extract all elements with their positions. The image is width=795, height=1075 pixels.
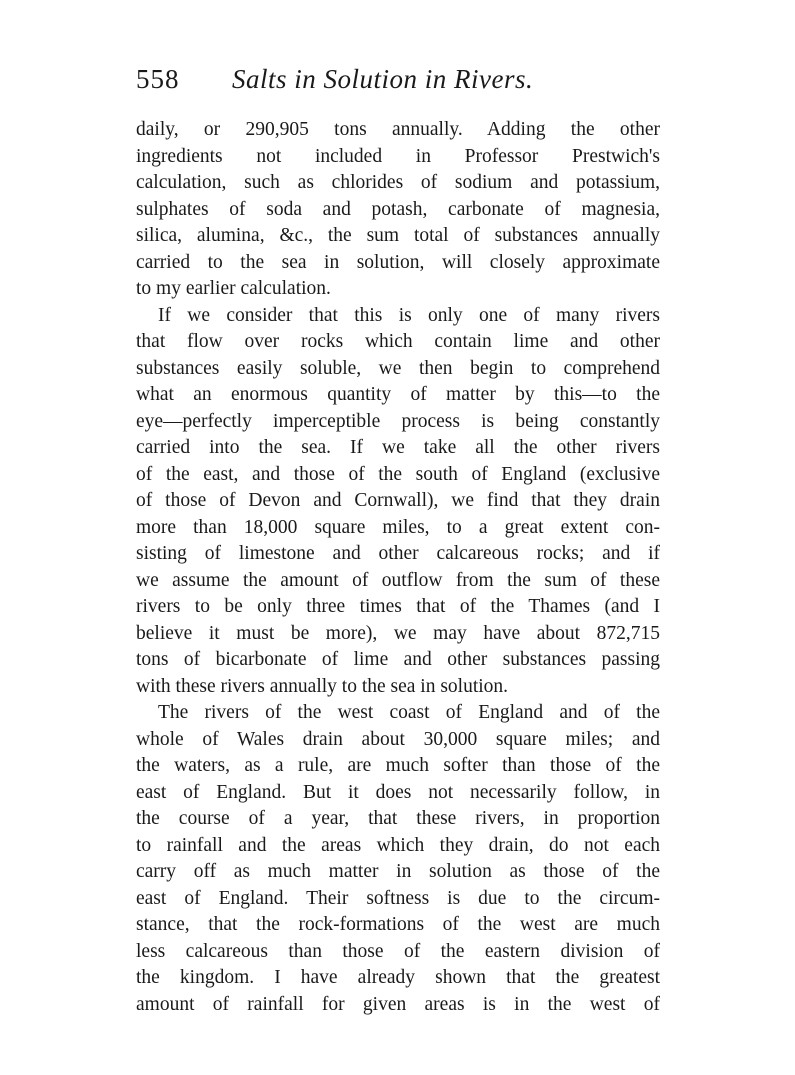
text-line: rivers to be only three times that of the Thames (and I	[136, 596, 660, 617]
text-line: believe it must be more), we may have about 872,715	[136, 622, 660, 644]
paragraph-start-line: If we consider that this is only one of many rivers	[158, 304, 660, 326]
text-line: tons of bicarbonate of lime and other substances passing	[136, 649, 660, 670]
text-line: daily, or 290,905 tons annually. Adding the other	[136, 119, 660, 140]
text-line: substances easily soluble, we then begin to comprehend	[136, 357, 660, 379]
text-line: east of England. Their softness is due to the circum-	[136, 887, 660, 909]
text-line: more than 18,000 square miles, to a great extent con-	[136, 516, 660, 538]
text-line: that flow over rocks which contain lime and other	[136, 331, 660, 352]
text-line: east of England. But it does not necessarily follow, in	[136, 781, 660, 803]
running-header	[136, 64, 656, 100]
body-text	[136, 117, 660, 1018]
text-line: we assume the amount of outflow from the sum of these	[136, 569, 660, 591]
running-title: Salts in Solution in Rivers.	[232, 64, 534, 94]
text-line: amount of rainfall for given areas is in the west of	[136, 993, 660, 1015]
text-line: what an enormous quantity of matter by this—to the	[136, 384, 660, 405]
text-line: carried into the sea. If we take all the other rivers	[136, 437, 660, 458]
text-line: the kingdom. I have already shown that the greatest	[136, 967, 660, 988]
text-line: stance, that the rock-formations of the west are much	[136, 914, 660, 935]
text-line: silica, alumina, &c., the sum total of substances annually	[136, 225, 660, 246]
text-line: the waters, as a rule, are much softer than those of the	[136, 755, 660, 776]
text-line: eye—perfectly imperceptible process is being constantly	[136, 410, 660, 432]
text-line: sulphates of soda and potash, carbonate of magnesia,	[136, 198, 660, 220]
text-line: less calcareous than those of the eastern division of	[136, 940, 660, 962]
text-line: of those of Devon and Cornwall), we find that they drain	[136, 490, 660, 511]
text-line: carried to the sea in solution, will closely approximate	[136, 251, 660, 273]
text-line: of the east, and those of the south of England (exclusive	[136, 463, 660, 485]
text-line: carry off as much matter in solution as those of the	[136, 861, 660, 882]
text-line: to rainfall and the areas which they drain, do not each	[136, 834, 660, 856]
text-line: with these rivers annually to the sea in solution.	[136, 675, 509, 697]
page-number: 558	[136, 64, 180, 94]
text-line: whole of Wales drain about 30,000 square miles; and	[136, 728, 660, 750]
text-line: calculation, such as chlorides of sodium and potassium,	[136, 172, 660, 193]
text-line: to my earlier calculation.	[136, 278, 331, 299]
paragraph-start-line: The rivers of the west coast of England and of the	[158, 702, 660, 723]
text-line: the course of a year, that these rivers, in proportion	[136, 808, 660, 829]
text-line: ingredients not included in Professor Prestwich's	[136, 145, 660, 167]
text-line: sisting of limestone and other calcareous rocks; and if	[136, 543, 660, 564]
